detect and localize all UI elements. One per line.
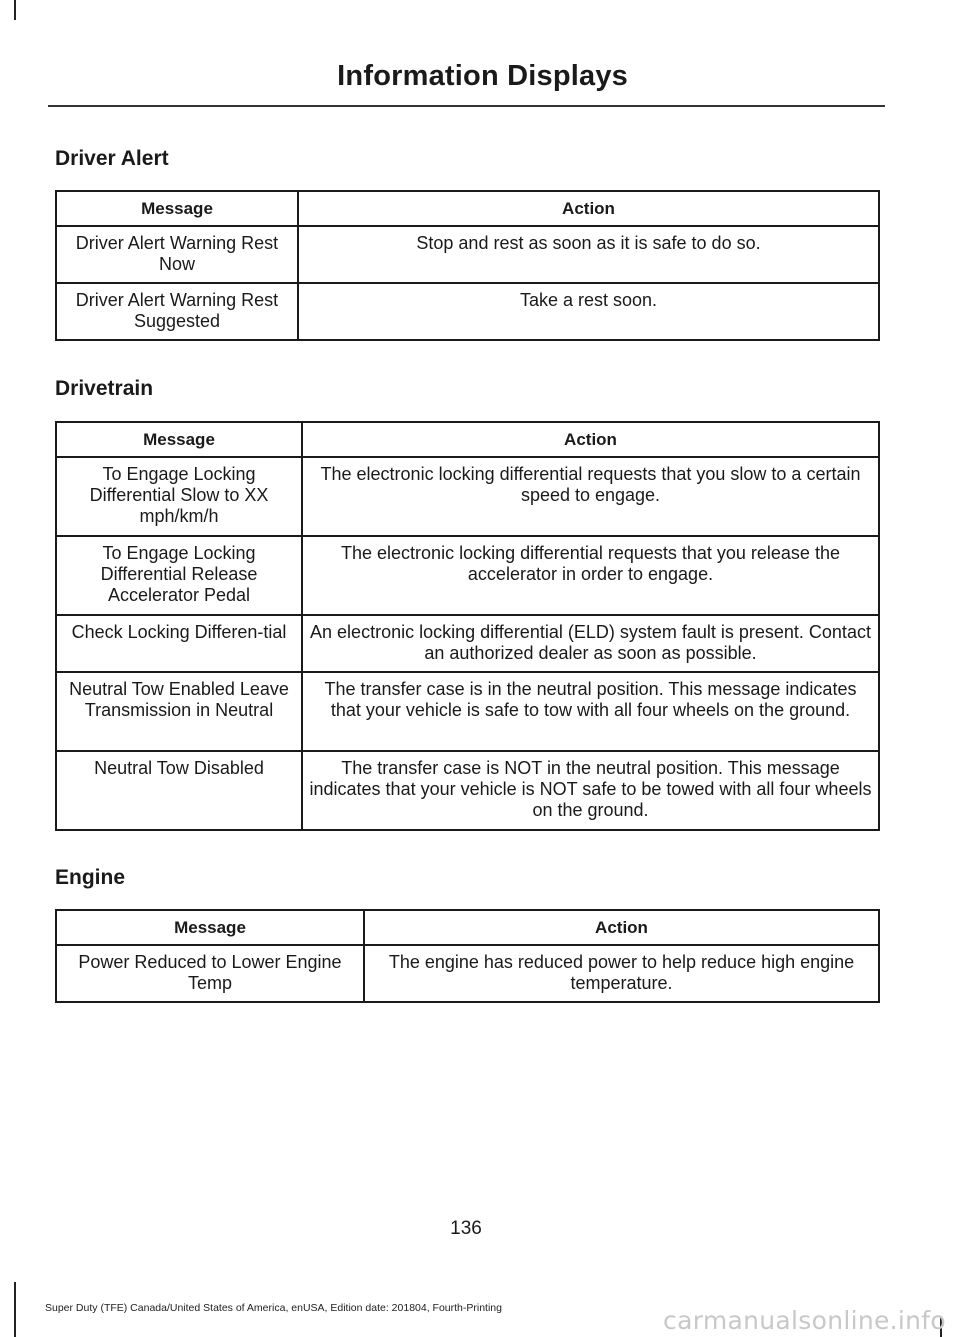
section-title-engine: Engine [55,866,126,889]
action-cell: An electronic locking differential (ELD) system fault is present. Contact an authorized dealer as soon as possible. [302,615,879,672]
table-header-row [56,422,879,457]
drivetrain-table [55,421,880,831]
message-cell: Neutral Tow Enabled Leave Transmission in Neutral [56,672,302,751]
page-number: 136 [450,1218,482,1239]
column-header-message: Message [56,422,302,457]
table-row [56,615,879,672]
table-row [56,536,879,615]
table-header-row [56,191,879,226]
column-header-action: Action [302,422,879,457]
action-cell: Take a rest soon. [298,283,879,340]
action-cell: The engine has reduced power to help reduce high engine temperature. [364,945,879,1002]
table-header-row [56,910,879,945]
action-cell: The transfer case is NOT in the neutral position. This message indicates that your vehicle is NOT safe to be towed with all four wheels on the ground. [302,751,879,830]
message-cell: To Engage Locking Differential Slow to XX mph/km/h [56,457,302,536]
action-cell: The transfer case is in the neutral position. This message indicates that your vehicle is safe to tow with all four wheels on the ground. [302,672,879,751]
driver-alert-table [55,190,880,341]
table-row [56,457,879,536]
message-cell: Check Locking Differen-tial [56,615,302,672]
table-row [56,283,879,340]
column-header-message: Message [56,910,364,945]
table-row [56,945,879,1002]
message-cell: Power Reduced to Lower Engine Temp [56,945,364,1002]
action-cell: Stop and rest as soon as it is safe to do so. [298,226,879,283]
action-cell: The electronic locking differential requests that you slow to a certain speed to engage. [302,457,879,536]
watermark: carmanualsonline.info [663,1306,946,1335]
engine-table [55,909,880,1003]
crop-mark-bottom-left [14,1282,16,1337]
message-cell: Driver Alert Warning Rest Now [56,226,298,283]
footer-edition-text: Super Duty (TFE) Canada/United States of America, enUSA, Edition date: 201804, Fourth-Printing [45,1302,502,1314]
message-cell: Neutral Tow Disabled [56,751,302,830]
action-cell: The electronic locking differential requests that you release the accelerator in order to engage. [302,536,879,615]
header-divider [48,105,885,107]
section-title-driver-alert: Driver Alert [55,147,169,170]
section-title-drivetrain: Drivetrain [55,377,154,400]
column-header-action: Action [298,191,879,226]
page-title: Information Displays [337,60,628,92]
crop-mark-top-left [14,0,16,20]
column-header-action: Action [364,910,879,945]
message-cell: To Engage Locking Differential Release Accelerator Pedal [56,536,302,615]
table-row [56,226,879,283]
message-cell: Driver Alert Warning Rest Suggested [56,283,298,340]
table-row [56,751,879,830]
column-header-message: Message [56,191,298,226]
table-row [56,672,879,751]
